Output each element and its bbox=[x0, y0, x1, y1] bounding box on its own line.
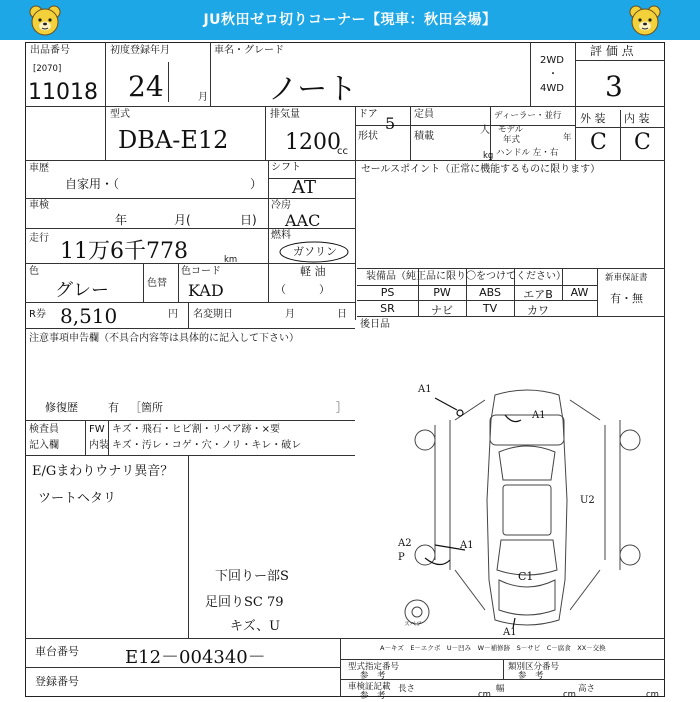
drive-4wd: 4WD bbox=[540, 83, 564, 94]
inspection-month: 月( bbox=[174, 213, 191, 227]
inspection-day: 日) bbox=[240, 213, 257, 227]
recycle-value: 8,510 bbox=[60, 304, 118, 328]
sales-point-label: セールスポイント（正常に機能するものに限ります） bbox=[361, 164, 601, 175]
inspection-label: 車検 bbox=[29, 200, 49, 211]
drive-dot: ・ bbox=[548, 69, 558, 80]
displacement-unit: cc bbox=[337, 146, 348, 157]
equip-pw: PW bbox=[433, 286, 451, 299]
mark-a1-front: A1 bbox=[532, 410, 546, 421]
model-value: DBA-E12 bbox=[118, 126, 229, 154]
repair-close: ］ bbox=[336, 401, 347, 414]
color-code-label: 色コード bbox=[181, 266, 221, 277]
capacity-unit: 人 bbox=[480, 125, 490, 136]
mark-a1-mid: A1 bbox=[460, 540, 474, 551]
remark-1: E/Gまわりウナリ異音？ bbox=[32, 464, 174, 479]
equip-abs: ABS bbox=[479, 286, 501, 299]
cooler-label: 冷房 bbox=[271, 200, 291, 211]
dimension-width: 幅 bbox=[496, 684, 505, 694]
equip-airbag: エアB bbox=[523, 288, 553, 301]
car-name-value: ノート bbox=[268, 72, 358, 107]
notes-label: 注意事項申告欄（不具合内容等は具体的に記入して下さい） bbox=[29, 333, 299, 344]
dimension-length-unit: cm bbox=[478, 690, 491, 700]
inspector-label-1: 検査員 bbox=[29, 424, 59, 435]
model-year-label: モデル bbox=[498, 125, 524, 135]
equip-ps: PS bbox=[380, 286, 395, 299]
warranty-label: 新車保証書 bbox=[605, 273, 648, 283]
remark-5: キズ、U bbox=[230, 619, 281, 634]
equip-leather: カワ bbox=[527, 304, 549, 317]
aftermarket-label: 後日品 bbox=[360, 319, 390, 330]
spare-label: スペア bbox=[404, 621, 423, 628]
mark-p: P bbox=[398, 552, 405, 563]
fuel-diesel: 軽 油 bbox=[300, 265, 326, 278]
recycle-label: R券 bbox=[29, 309, 46, 320]
mark-a1-bottom: A1 bbox=[503, 627, 517, 638]
lot-label: 出品番号 bbox=[30, 45, 70, 56]
history-value: 自家用・（ bbox=[65, 177, 120, 191]
remark-2: ツートヘタリ bbox=[38, 491, 117, 506]
gasoline-circle bbox=[274, 240, 350, 264]
color-code-value: KAD bbox=[188, 281, 224, 300]
equip-sr: SR bbox=[380, 302, 395, 315]
name-change-day: 日 bbox=[337, 309, 347, 320]
dimensions-label: 車検証記載 bbox=[348, 682, 391, 692]
dealer-label: ディーラー・並行 bbox=[494, 111, 562, 121]
model-year-unit: 年 bbox=[563, 133, 572, 143]
history-close: ） bbox=[250, 177, 263, 191]
registration-year: 24 bbox=[128, 70, 164, 103]
mark-a2: A2 bbox=[398, 538, 412, 549]
mileage-unit: km bbox=[224, 255, 238, 265]
header-title: JU秋田ゼロ切りコーナー【現車：秋田会場】 bbox=[203, 12, 497, 28]
interior-grade: C bbox=[634, 130, 651, 155]
exterior-grade: C bbox=[590, 130, 607, 155]
dimension-length: 長さ bbox=[398, 684, 416, 694]
dimension-height: 高さ bbox=[578, 684, 596, 694]
inspector-fw: FW bbox=[89, 424, 105, 435]
repair-label: 修復歴 bbox=[45, 401, 78, 414]
remark-4: 足回りSC 79 bbox=[205, 595, 284, 610]
dimension-height-unit: cm bbox=[646, 690, 659, 700]
equipment-label: 装備品（純正品に限り〇をつけてください） bbox=[366, 271, 566, 282]
dimension-width-unit: cm bbox=[563, 690, 576, 700]
displacement-value: 1200 bbox=[285, 130, 341, 155]
evaluation-label: 評 価 点 bbox=[590, 44, 634, 58]
car-damage-diagram bbox=[395, 380, 660, 635]
shape-label: 形状 bbox=[358, 131, 378, 142]
interior-label: 内 装 bbox=[624, 112, 650, 125]
mark-a1-top: A1 bbox=[418, 384, 432, 395]
color-value: グレー bbox=[55, 280, 109, 301]
load-unit: kg bbox=[483, 151, 494, 161]
repair-place: ［箇所 bbox=[130, 401, 163, 414]
registration-month-unit: 月 bbox=[198, 92, 208, 103]
chassis-value: E12－004340－ bbox=[125, 647, 266, 668]
inspector-line-1: キズ・飛石・ヒビ割・リペア跡・×要 bbox=[112, 424, 280, 435]
doors-label: ドア bbox=[358, 109, 378, 120]
load-label: 積載 bbox=[414, 131, 434, 142]
color-label: 色 bbox=[29, 266, 39, 277]
mark-u2: U2 bbox=[580, 495, 595, 506]
color-interior-label: 色替 bbox=[147, 278, 167, 289]
equip-tv: TV bbox=[482, 302, 498, 315]
name-change-month: 月 bbox=[285, 309, 295, 320]
capacity-label: 定員 bbox=[414, 109, 434, 120]
class-label: 類別区分番号 bbox=[508, 662, 560, 672]
fuel-paren: （ ） bbox=[275, 283, 330, 296]
fuel-label: 燃料 bbox=[271, 230, 291, 241]
history-label: 車歴 bbox=[29, 163, 49, 174]
name-change-label: 名変期日 bbox=[193, 309, 233, 320]
equip-aw: AW bbox=[570, 286, 589, 299]
cooler-value: AAC bbox=[285, 211, 321, 230]
damage-legend: A－キズ E－エクボ U－凹み W－補修跡 S－サビ C－腐食 XX－交換 bbox=[380, 644, 606, 652]
mileage-label: 走行 bbox=[29, 233, 49, 244]
remark-3: 下回りー部S bbox=[215, 569, 289, 584]
reg-number-label: 登録番号 bbox=[35, 675, 79, 688]
bear-mascot-icon bbox=[28, 3, 62, 37]
inspection-year: 年 bbox=[115, 213, 128, 227]
displacement-label: 排気量 bbox=[270, 109, 300, 120]
model-year-sub: 年式 bbox=[503, 135, 521, 145]
warranty-value: 有・無 bbox=[610, 292, 643, 305]
dimensions-sub: 参 考 bbox=[360, 691, 386, 701]
mileage-value: 11万6千778 bbox=[60, 239, 188, 264]
mark-c1: C1 bbox=[518, 570, 534, 583]
lot-number: 11018 bbox=[28, 80, 98, 105]
class-sub: 参 考 bbox=[518, 671, 544, 681]
evaluation-score: 3 bbox=[605, 70, 623, 103]
repair-mark: 有 bbox=[108, 401, 119, 414]
inspector-label-2: 記入欄 bbox=[29, 440, 59, 451]
drive-2wd: 2WD bbox=[540, 55, 564, 66]
fuel-gasoline: ガソリン bbox=[293, 245, 337, 258]
shift-label: シフト bbox=[271, 162, 301, 173]
inspector-interior: 内装 bbox=[89, 440, 109, 451]
car-name-label: 車名・グレード bbox=[214, 45, 284, 56]
lot-year-code: [2070] bbox=[33, 64, 62, 74]
registration-label: 初度登録年月 bbox=[110, 45, 170, 56]
bear-mascot-icon bbox=[628, 3, 662, 37]
shift-value: AT bbox=[292, 177, 317, 198]
exterior-label: 外 装 bbox=[580, 112, 606, 125]
inspector-line-2: キズ・汚レ・コゲ・穴・ノリ・キレ・破レ bbox=[112, 440, 302, 451]
equip-navi: ナビ bbox=[431, 304, 453, 317]
recycle-unit: 円 bbox=[168, 309, 178, 320]
handle-label: ハンドル 左・右 bbox=[496, 148, 559, 158]
type-designation-label: 型式指定番号 bbox=[348, 662, 400, 672]
type-designation-sub: 参 考 bbox=[360, 671, 386, 681]
doors-value: 5 bbox=[385, 114, 396, 133]
chassis-label: 車台番号 bbox=[35, 645, 79, 658]
model-label: 型式 bbox=[110, 109, 130, 120]
